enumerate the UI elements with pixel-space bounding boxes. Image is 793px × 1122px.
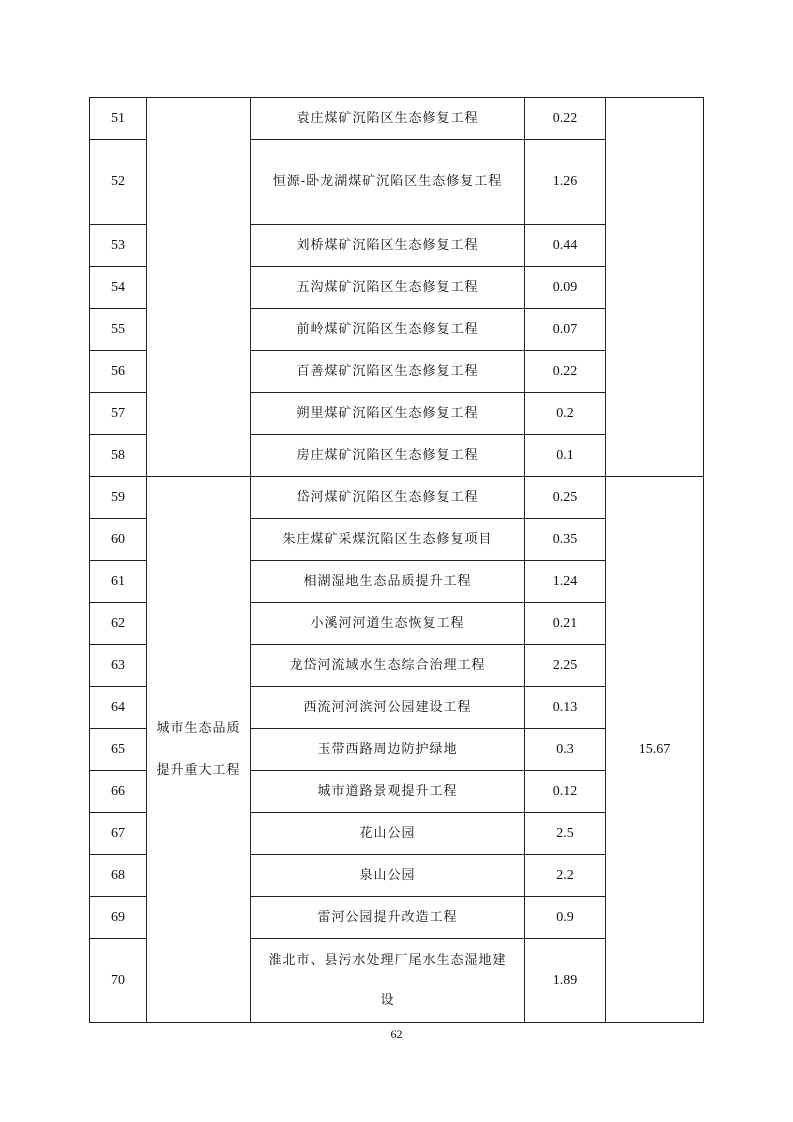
row-number: 60: [90, 519, 147, 561]
row-number: 63: [90, 645, 147, 687]
row-number: 58: [90, 435, 147, 477]
row-number: 51: [90, 98, 147, 140]
project-name: 城市道路景观提升工程: [251, 771, 525, 813]
project-name: 相湖湿地生态品质提升工程: [251, 561, 525, 603]
project-name: 泉山公园: [251, 855, 525, 897]
row-number: 62: [90, 603, 147, 645]
investment-value: 0.12: [525, 771, 606, 813]
row-number: 55: [90, 309, 147, 351]
table-row: [90, 98, 704, 140]
category-cell: [147, 98, 251, 477]
investment-value: 0.22: [525, 351, 606, 393]
row-number: 54: [90, 267, 147, 309]
investment-value: 0.44: [525, 225, 606, 267]
project-table: [89, 97, 704, 1023]
project-name: 刘桥煤矿沉陷区生态修复工程: [251, 225, 525, 267]
row-number: 70: [90, 939, 147, 1023]
row-number: 61: [90, 561, 147, 603]
project-name: 朱庄煤矿采煤沉陷区生态修复项目: [251, 519, 525, 561]
investment-value: 0.21: [525, 603, 606, 645]
table-row: [90, 477, 704, 519]
row-number: 67: [90, 813, 147, 855]
row-number: 66: [90, 771, 147, 813]
investment-value: 0.35: [525, 519, 606, 561]
investment-value: 0.9: [525, 897, 606, 939]
category-cell: 城市生态品质提升重大工程: [147, 477, 251, 1023]
project-name: 龙岱河流域水生态综合治理工程: [251, 645, 525, 687]
investment-value: 0.22: [525, 98, 606, 140]
row-number: 57: [90, 393, 147, 435]
row-number: 69: [90, 897, 147, 939]
project-name: 淮北市、县污水处理厂尾水生态湿地建设: [251, 939, 525, 1023]
investment-value: 2.5: [525, 813, 606, 855]
investment-value: 2.2: [525, 855, 606, 897]
project-name: 前岭煤矿沉陷区生态修复工程: [251, 309, 525, 351]
group-total: 15.67: [606, 477, 704, 1023]
project-name: 雷河公园提升改造工程: [251, 897, 525, 939]
project-name: 朔里煤矿沉陷区生态修复工程: [251, 393, 525, 435]
investment-value: 1.26: [525, 140, 606, 225]
row-number: 52: [90, 140, 147, 225]
project-name: 小溪河河道生态恢复工程: [251, 603, 525, 645]
investment-value: 0.3: [525, 729, 606, 771]
investment-value: 0.07: [525, 309, 606, 351]
row-number: 64: [90, 687, 147, 729]
project-name: 玉带西路周边防护绿地: [251, 729, 525, 771]
project-name: 五沟煤矿沉陷区生态修复工程: [251, 267, 525, 309]
row-number: 59: [90, 477, 147, 519]
row-number: 65: [90, 729, 147, 771]
project-name: 房庄煤矿沉陷区生态修复工程: [251, 435, 525, 477]
project-name: 百善煤矿沉陷区生态修复工程: [251, 351, 525, 393]
project-name: 恒源-卧龙湖煤矿沉陷区生态修复工程: [251, 140, 525, 225]
investment-value: 0.1: [525, 435, 606, 477]
investment-value: 0.09: [525, 267, 606, 309]
investment-value: 0.13: [525, 687, 606, 729]
row-number: 53: [90, 225, 147, 267]
row-number: 68: [90, 855, 147, 897]
investment-value: 0.25: [525, 477, 606, 519]
project-name: 岱河煤矿沉陷区生态修复工程: [251, 477, 525, 519]
investment-value: 2.25: [525, 645, 606, 687]
row-number: 56: [90, 351, 147, 393]
project-name: 花山公园: [251, 813, 525, 855]
project-name: 袁庄煤矿沉陷区生态修复工程: [251, 98, 525, 140]
investment-value: 0.2: [525, 393, 606, 435]
project-name: 西流河河滨河公园建设工程: [251, 687, 525, 729]
page-number: 62: [390, 1027, 403, 1041]
investment-value: 1.89: [525, 939, 606, 1023]
group-total: [606, 98, 704, 477]
investment-value: 1.24: [525, 561, 606, 603]
